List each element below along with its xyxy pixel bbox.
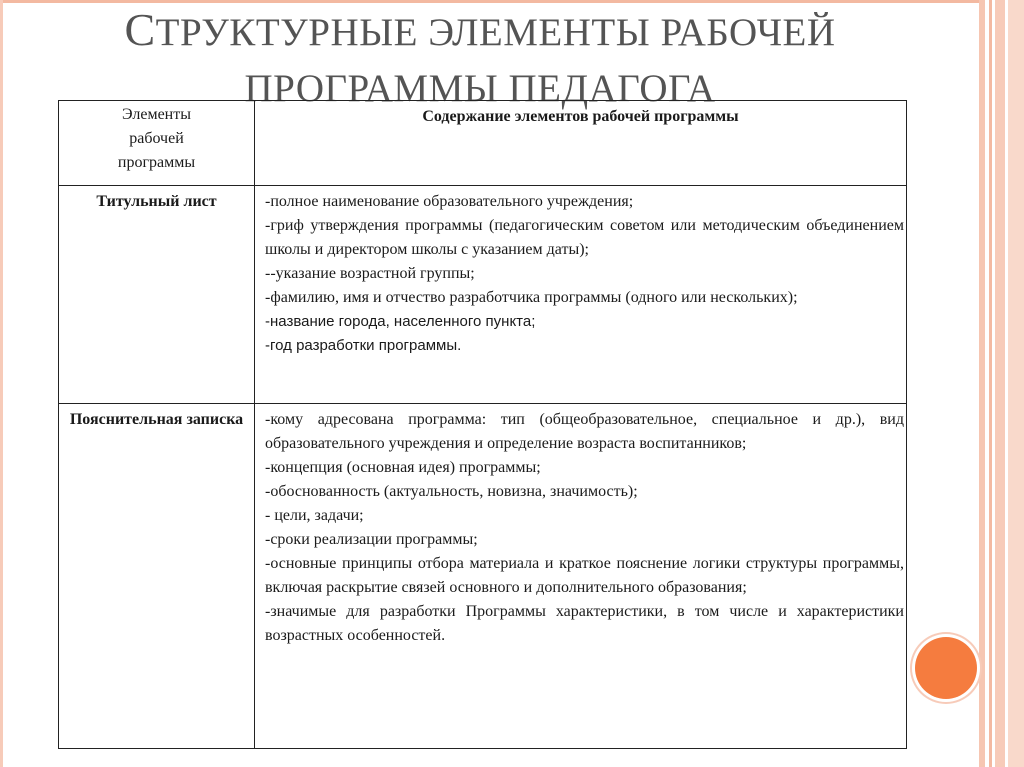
row-label: Пояснительная записка bbox=[59, 404, 255, 749]
slide-title-line2: ПРОГРАММЫ ПЕДАГОГА bbox=[244, 67, 716, 110]
title-line1-rest: ТРУКТУРНЫЕ ЭЛЕМЕНТЫ РАБОЧЕЙ bbox=[155, 11, 836, 54]
header-content: Содержание элементов рабочей программы bbox=[255, 101, 907, 186]
content-item: -название города, населенного пункта; bbox=[265, 313, 536, 330]
header-elements-line: рабочей bbox=[129, 130, 184, 147]
decor-stripe bbox=[1008, 0, 1024, 767]
content-item: -основные принципы отбора материала и краткое пояснение логики структуры программы, включая раскрытие связей основного и дополнительного образования; bbox=[265, 555, 904, 596]
slide-title-line1 bbox=[60, 2, 900, 61]
table-row bbox=[59, 404, 907, 749]
content-item: -обоснованность (актуальность, новизна, значимость); bbox=[265, 483, 638, 500]
decor-stripe bbox=[989, 0, 992, 767]
content-item: -сроки реализации программы; bbox=[265, 531, 478, 548]
decor-left-line bbox=[0, 0, 3, 767]
content-item: -концепция (основная идея) программы; bbox=[265, 459, 541, 476]
content-item: -кому адресована программа: тип (общеобразовательное, специальное и др.), вид образовательного учреждения и определение возраста воспитанников; bbox=[265, 411, 904, 452]
header-elements bbox=[59, 101, 255, 186]
decor-stripe bbox=[995, 0, 1005, 767]
header-elements-line: Элементы bbox=[122, 106, 191, 123]
content-item: --указание возрастной группы; bbox=[265, 265, 475, 282]
content-item: -полное наименование образовательного учреждения; bbox=[265, 193, 634, 210]
decor-circle-icon bbox=[915, 637, 977, 699]
content-item: - цели, задачи; bbox=[265, 507, 364, 524]
content-item: -гриф утверждения программы (педагогическим советом или методическим объединением школы и директором школы с указанием даты); bbox=[265, 217, 904, 258]
content-item: -значимые для разработки Программы характеристики, в том числе и характеристики возрастных особенностей. bbox=[265, 603, 904, 644]
content-item: -год разработки программы. bbox=[265, 337, 462, 354]
table-row bbox=[59, 186, 907, 404]
row-label: Титульный лист bbox=[59, 186, 255, 404]
content-item: -фамилию, имя и отчество разработчика программы (одного или нескольких); bbox=[265, 289, 798, 306]
title-initial: С bbox=[124, 4, 156, 55]
header-elements-line: программы bbox=[117, 154, 196, 171]
row-content bbox=[255, 404, 907, 749]
decor-stripe bbox=[979, 0, 985, 767]
row-content bbox=[255, 186, 907, 404]
table-header-row bbox=[59, 101, 907, 186]
program-elements-table bbox=[58, 100, 907, 749]
